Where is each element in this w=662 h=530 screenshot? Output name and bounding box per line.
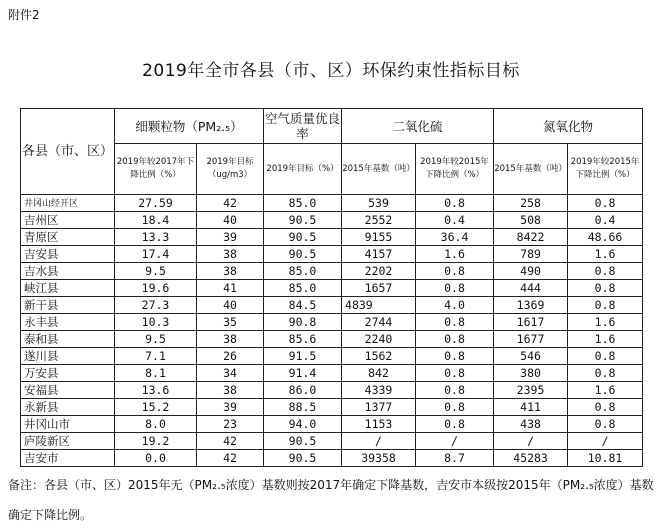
value-cell-so2-drop: 1.6 [416,245,494,262]
value-cell-air: 85.0 [264,195,342,212]
value-cell-pm-drop: 27.59 [115,195,197,212]
value-cell-so2-drop: 0.8 [416,381,494,398]
value-cell-pm-drop: 17.4 [115,245,197,262]
value-cell-nox-base: 546 [494,347,568,364]
region-name-cell: 永丰县 [21,313,115,330]
table-row [21,330,643,347]
value-cell-air: 94.0 [264,415,342,432]
value-cell-pm-target: 38 [197,262,264,279]
table-row [21,398,643,415]
value-cell-so2-drop: 36.4 [416,228,494,245]
value-cell-pm-drop: 13.6 [115,381,197,398]
footnote: 备注：各县（市、区）2015年无（PM₂.₅浓度）基数则按2017年确定下降基数，吉安市本级按2015年（PM₂.₅浓度）基数确定下降比例。 [8,478,654,522]
table-row [21,195,643,212]
value-cell-nox-base: 8422 [494,228,568,245]
value-cell-nox-base: 380 [494,364,568,381]
value-cell-pm-drop: 10.3 [115,313,197,330]
region-name-cell: 峡江县 [21,279,115,296]
header-region: 各县（市、区） [21,109,115,195]
value-cell-nox-drop: 10.81 [568,449,643,466]
table-row [21,313,643,330]
value-cell-so2-base: 2240 [342,330,416,347]
value-cell-so2-base: / [342,432,416,449]
value-cell-nox-base: 1369 [494,296,568,313]
document-title: 2019年全市各县（市、区）环保约束性指标目标 [142,61,520,81]
value-cell-pm-drop: 7.1 [115,347,197,364]
value-cell-pm-target: 40 [197,296,264,313]
value-cell-air: 90.5 [264,228,342,245]
value-cell-nox-base: 45283 [494,449,568,466]
value-cell-pm-target: 26 [197,347,264,364]
table-row [21,262,643,279]
table-row [21,245,643,262]
value-cell-nox-drop: 0.8 [568,195,643,212]
value-cell-so2-base: 2744 [342,313,416,330]
value-cell-pm-drop: 13.3 [115,228,197,245]
value-cell-pm-target: 34 [197,364,264,381]
value-cell-so2-drop: 0.4 [416,211,494,228]
value-cell-so2-drop: 8.7 [416,449,494,466]
value-cell-pm-target: 42 [197,449,264,466]
value-cell-air: 91.4 [264,364,342,381]
value-cell-air: 90.5 [264,211,342,228]
value-cell-pm-target: 42 [197,195,264,212]
value-cell-so2-base: 1562 [342,347,416,364]
value-cell-pm-drop: 18.4 [115,211,197,228]
value-cell-so2-base: 4339 [342,381,416,398]
value-cell-so2-base: 1657 [342,279,416,296]
value-cell-air: 85.0 [264,262,342,279]
value-cell-nox-drop: 1.6 [568,381,643,398]
value-cell-pm-drop: 19.2 [115,432,197,449]
value-cell-nox-base: 490 [494,262,568,279]
value-cell-pm-drop: 19.6 [115,279,197,296]
value-cell-pm-drop: 9.5 [115,330,197,347]
value-cell-pm-target: 40 [197,211,264,228]
header-air-group: 空气质量优良率 [264,109,342,144]
value-cell-nox-drop: 1.6 [568,330,643,347]
value-cell-so2-base: 4839 [342,296,416,313]
value-cell-pm-target: 38 [197,330,264,347]
header-so2-drop: 2019年较2015年下降比例（%） [416,144,494,195]
value-cell-so2-drop: 0.8 [416,279,494,296]
value-cell-pm-target: 39 [197,228,264,245]
table-row [21,296,643,313]
region-name-cell: 吉州区 [21,211,115,228]
table-row [21,364,643,381]
header-so2-group: 二氧化硫 [342,109,494,144]
header-pm25-target: 2019年目标（ug/m3） [197,144,264,195]
table-row [21,211,643,228]
value-cell-nox-drop: 0.8 [568,296,643,313]
value-cell-so2-drop: 0.8 [416,364,494,381]
region-name-cell: 庐陵新区 [21,432,115,449]
value-cell-nox-drop: 0.8 [568,364,643,381]
value-cell-so2-base: 2552 [342,211,416,228]
header-air-target: 2019年目标（%） [264,144,342,195]
value-cell-so2-drop: 0.8 [416,262,494,279]
value-cell-nox-drop: 0.8 [568,262,643,279]
value-cell-so2-base: 9155 [342,228,416,245]
value-cell-nox-drop: 48.66 [568,228,643,245]
table-row [21,279,643,296]
value-cell-pm-target: 41 [197,279,264,296]
value-cell-nox-drop: 0.8 [568,415,643,432]
value-cell-air: 86.0 [264,381,342,398]
value-cell-nox-base: 444 [494,279,568,296]
value-cell-so2-drop: 0.8 [416,330,494,347]
header-nox-drop: 2019年较2015年下降比例（%） [568,144,643,195]
value-cell-so2-base: 39358 [342,449,416,466]
value-cell-so2-drop: / [416,432,494,449]
header-nox-group: 氮氧化物 [494,109,643,144]
value-cell-nox-base: 411 [494,398,568,415]
value-cell-nox-drop: 0.8 [568,347,643,364]
value-cell-nox-base: 438 [494,415,568,432]
value-cell-nox-drop: 1.6 [568,313,643,330]
value-cell-pm-drop: 15.2 [115,398,197,415]
value-cell-pm-target: 39 [197,398,264,415]
region-name-cell: 吉安县 [21,245,115,262]
value-cell-so2-base: 842 [342,364,416,381]
value-cell-so2-base: 1153 [342,415,416,432]
value-cell-nox-drop: 1.6 [568,245,643,262]
value-cell-nox-base: 1617 [494,313,568,330]
value-cell-air: 85.6 [264,330,342,347]
value-cell-so2-base: 539 [342,195,416,212]
table-row [21,347,643,364]
value-cell-air: 90.8 [264,313,342,330]
value-cell-pm-drop: 27.3 [115,296,197,313]
region-name-cell: 井冈山经开区 [21,195,115,212]
value-cell-so2-drop: 0.8 [416,313,494,330]
value-cell-so2-base: 4157 [342,245,416,262]
value-cell-pm-target: 38 [197,245,264,262]
value-cell-nox-drop: 0.8 [568,398,643,415]
value-cell-nox-base: 2395 [494,381,568,398]
region-name-cell: 泰和县 [21,330,115,347]
indicator-table [20,108,643,467]
region-name-cell: 永新县 [21,398,115,415]
value-cell-nox-drop: 0.8 [568,279,643,296]
attachment-label: 附件2 [8,8,40,22]
value-cell-air: 90.5 [264,245,342,262]
value-cell-air: 90.5 [264,432,342,449]
region-name-cell: 安福县 [21,381,115,398]
value-cell-so2-base: 1377 [342,398,416,415]
region-name-cell: 井冈山市 [21,415,115,432]
value-cell-so2-base: 2202 [342,262,416,279]
value-cell-pm-target: 42 [197,432,264,449]
value-cell-pm-drop: 9.5 [115,262,197,279]
table-row [21,432,643,449]
region-name-cell: 青原区 [21,228,115,245]
value-cell-so2-drop: 0.8 [416,415,494,432]
value-cell-pm-target: 38 [197,381,264,398]
value-cell-pm-drop: 8.1 [115,364,197,381]
table-row [21,415,643,432]
value-cell-nox-base: 258 [494,195,568,212]
value-cell-nox-drop: / [568,432,643,449]
value-cell-air: 90.5 [264,449,342,466]
value-cell-nox-drop: 0.4 [568,211,643,228]
table-row [21,228,643,245]
region-name-cell: 吉水县 [21,262,115,279]
region-name-cell: 遂川县 [21,347,115,364]
value-cell-nox-base: / [494,432,568,449]
value-cell-nox-base: 789 [494,245,568,262]
value-cell-so2-drop: 0.8 [416,347,494,364]
value-cell-pm-drop: 0.0 [115,449,197,466]
value-cell-pm-target: 23 [197,415,264,432]
value-cell-air: 84.5 [264,296,342,313]
table-row [21,449,643,466]
value-cell-nox-base: 1677 [494,330,568,347]
header-pm25-drop: 2019年较2017年下降比例（%） [115,144,197,195]
value-cell-so2-drop: 4.0 [416,296,494,313]
header-so2-base: 2015年基数（吨） [342,144,416,195]
value-cell-pm-drop: 8.0 [115,415,197,432]
header-pm25-group: 细颗粒物（PM₂.₅） [115,109,264,144]
value-cell-air: 91.5 [264,347,342,364]
table-row [21,381,643,398]
value-cell-pm-target: 35 [197,313,264,330]
value-cell-nox-base: 508 [494,211,568,228]
value-cell-air: 88.5 [264,398,342,415]
value-cell-so2-drop: 0.8 [416,398,494,415]
region-name-cell: 万安县 [21,364,115,381]
region-name-cell: 吉安市 [21,449,115,466]
region-name-cell: 新干县 [21,296,115,313]
value-cell-so2-drop: 0.8 [416,195,494,212]
value-cell-air: 85.0 [264,279,342,296]
header-nox-base: 2015年基数（吨） [494,144,568,195]
